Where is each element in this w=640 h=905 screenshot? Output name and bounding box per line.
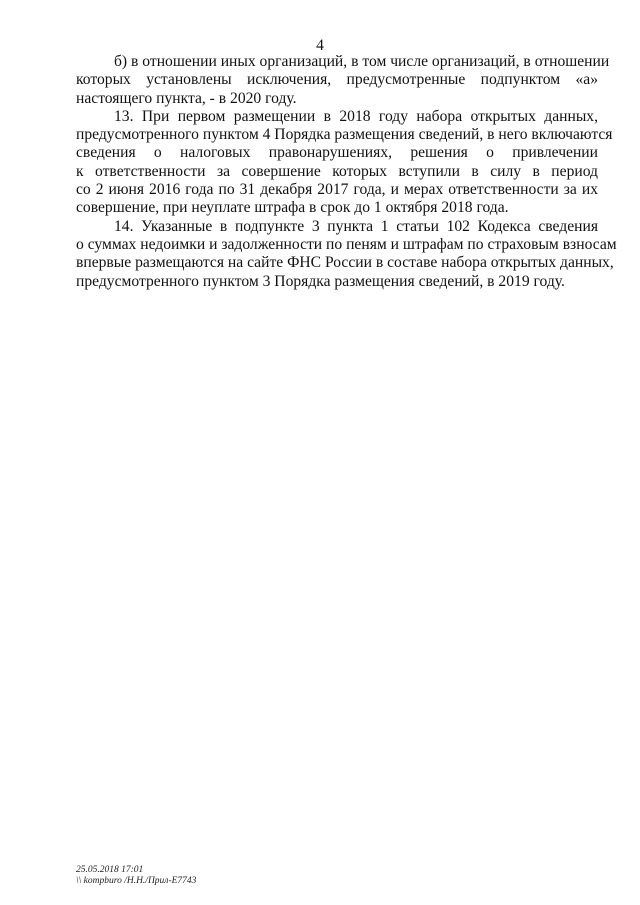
paragraph-b xyxy=(76,53,610,108)
text-line: настоящего пункта, - в 2020 году. xyxy=(76,89,297,107)
text-line: предусмотренного пунктом 4 Порядка размещения сведений, в него включаются xyxy=(76,126,613,144)
document-body xyxy=(76,53,617,291)
text-line: о суммах недоимки и задолженности по пеням и штрафам по страховым взносам xyxy=(76,235,617,253)
paragraph-13 xyxy=(76,107,613,218)
text-line: к ответственности за совершение которых вступили в силу в период xyxy=(76,162,598,180)
text-line: со 2 июня 2016 года по 31 декабря 2017 года, и мерах ответственности за их xyxy=(76,181,598,199)
footer-file-path: \\ kompburo /Н.Н./Прил-Е7743 xyxy=(76,876,197,886)
paragraph-14 xyxy=(76,217,617,291)
text-line: впервые размещаются на сайте ФНС России в составе набора открытых данных, xyxy=(76,254,614,272)
text-line: сведения о налоговых правонарушениях, решения о привлечении xyxy=(76,144,598,162)
text-line: б) в отношении иных организаций, в том числе организаций, в отношении xyxy=(114,53,610,70)
text-line: 14. Указанные в подпункте 3 пункта 1 статьи 102 Кодекса сведения xyxy=(114,217,598,235)
page-number: 4 xyxy=(316,37,324,54)
text-line: совершение, при неуплате штрафа в срок до 1 октября 2018 года. xyxy=(76,199,509,217)
text-line: 13. При первом размещении в 2018 году набора открытых данных, xyxy=(114,107,598,125)
text-line: предусмотренного пунктом 3 Порядка размещения сведений, в 2019 году. xyxy=(76,272,565,290)
text-line: которых установлены исключения, предусмотренные подпунктом «а» xyxy=(76,71,598,89)
footer-timestamp: 25.05.2018 17:01 xyxy=(76,865,144,875)
document-footer xyxy=(76,865,196,887)
